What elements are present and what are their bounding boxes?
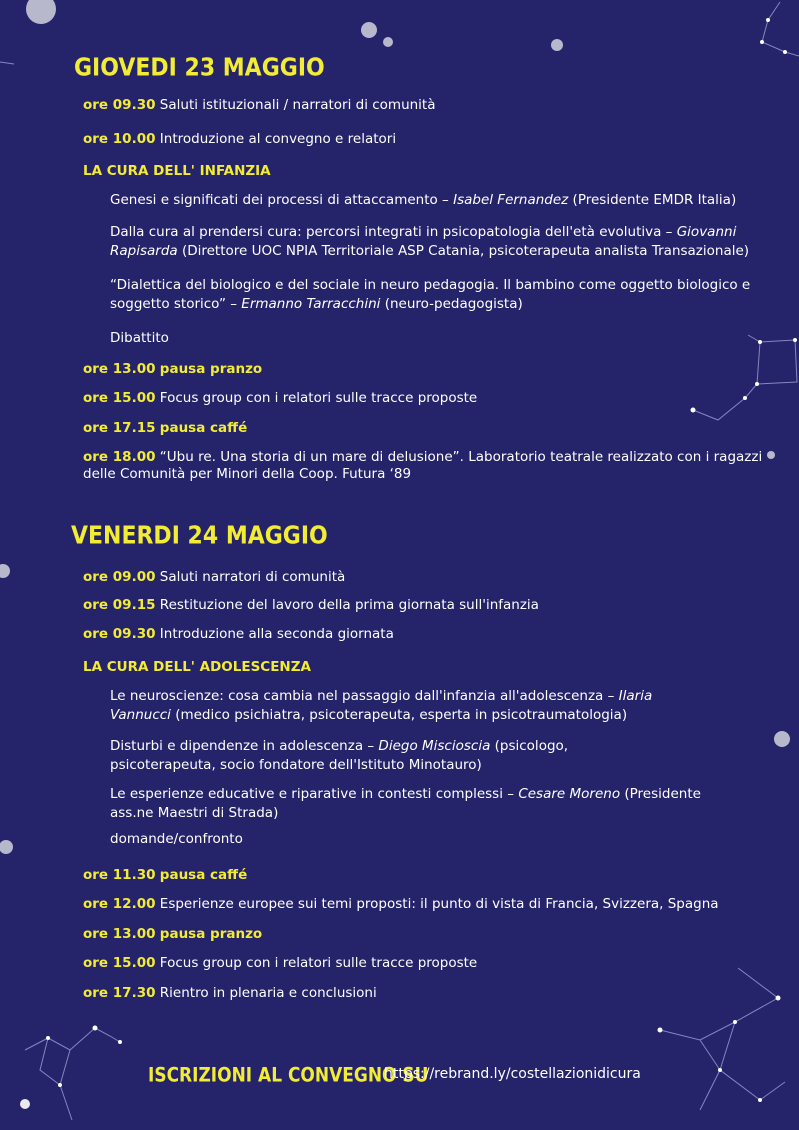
star-icon <box>46 1036 50 1040</box>
schedule-text: Esperienze europee sui temi proposti: il punto di vista di Francia, Svizzera, Spagna <box>159 896 719 912</box>
talk-title: Le esperienze educative e riparative in contesti complessi – <box>110 786 519 802</box>
day-title: GIOVEDI 23 MAGGIO <box>74 54 325 82</box>
break-label: pausa pranzo <box>159 926 263 942</box>
constellation-icon <box>693 340 797 420</box>
talk-item <box>110 830 243 849</box>
schedule-time: ore 09.30 <box>83 97 156 113</box>
schedule-text: Focus group con i relatori sulle tracce proposte <box>159 390 478 406</box>
schedule-text: Saluti narratori di comunità <box>159 569 346 585</box>
star-icon <box>658 1028 663 1033</box>
talk-affiliation: (Direttore UOC NPIA Territoriale ASP Catania, psicoterapeuta analista Transazionale) <box>177 243 750 259</box>
constellation-icon <box>40 1038 72 1120</box>
constellation-icon <box>0 62 14 64</box>
talk-speaker: Giovanni Rapisarda <box>110 224 737 259</box>
star-icon <box>755 382 759 386</box>
break-label: pausa pranzo <box>159 361 263 377</box>
schedule-row <box>83 626 394 643</box>
schedule-time: ore 18.00 <box>83 449 156 465</box>
star-icon <box>793 338 797 342</box>
schedule-row <box>83 390 477 407</box>
schedule-time: ore 15.00 <box>83 955 156 971</box>
talk-item <box>110 687 695 725</box>
star-icon <box>58 1083 62 1087</box>
star-icon <box>93 1026 98 1031</box>
talk-affiliation: (neuro-pedagogista) <box>380 296 523 312</box>
star-icon <box>743 396 747 400</box>
talk-title: Dalla cura al prendersi cura: percorsi integrati in psicopatologia dell'età evolutiva – <box>110 224 677 240</box>
star-icon <box>0 840 13 854</box>
star-icon <box>776 996 781 1001</box>
star-icon <box>383 37 393 47</box>
schedule-time: ore 15.00 <box>83 390 156 406</box>
talk-affiliation: (psicologo, psicoterapeuta, socio fondatore dell'Istituto Minotauro) <box>110 738 569 773</box>
talk-title: Dibattito <box>110 330 169 346</box>
schedule-text: Restituzione del lavoro della prima giornata sull'infanzia <box>159 597 539 613</box>
constellation-icon <box>700 1040 720 1110</box>
talk-item <box>110 785 730 823</box>
talk-speaker: Cesare Moreno <box>518 786 621 802</box>
schedule-row <box>83 361 262 378</box>
talk-speaker: Ermanno Tarracchini <box>241 296 381 312</box>
star-icon <box>733 1020 737 1024</box>
star-icon <box>0 564 10 578</box>
talk-title: Genesi e significati dei processi di attaccamento – <box>110 192 454 208</box>
registration-link[interactable]: https://rebrand.ly/costellazionidicura <box>384 1066 641 1082</box>
star-icon <box>118 1040 122 1044</box>
talk-title: Le neuroscienze: cosa cambia nel passaggio dall'infanzia all'adolescenza – <box>110 688 619 704</box>
star-icon <box>766 18 770 22</box>
talk-affiliation: (Presidente EMDR Italia) <box>568 192 737 208</box>
constellation-icon <box>60 1050 70 1085</box>
star-icon <box>361 22 377 38</box>
constellation-icon <box>25 1028 120 1050</box>
schedule-row <box>83 896 719 913</box>
talk-title: “Dialettica del biologico e del sociale in neuro pedagogia. Il bambino come oggetto biologico e soggetto storico” – <box>110 277 751 312</box>
schedule-row <box>83 97 436 114</box>
schedule-row <box>83 449 773 483</box>
schedule-row <box>83 569 345 586</box>
schedule-time: ore 13.00 <box>83 926 156 942</box>
schedule-row <box>83 955 477 972</box>
talk-speaker: Ilaria Vannucci <box>110 688 653 723</box>
schedule-time: ore 09.30 <box>83 626 156 642</box>
schedule-row <box>83 985 377 1002</box>
schedule-time: ore 10.00 <box>83 131 156 147</box>
section-heading: LA CURA DELL' ADOLESCENZA <box>83 659 311 675</box>
schedule-time: ore 13.00 <box>83 361 156 377</box>
schedule-text: “Ubu re. Una storia di un mare di delusione”. Laboratorio teatrale realizzato con i ragazzi delle Comunità per Minori della Coop. Futura ‘89 <box>83 449 763 482</box>
talk-item <box>110 223 780 261</box>
schedule-row <box>83 867 247 884</box>
talk-speaker: Isabel Fernandez <box>453 192 569 208</box>
day-title: VENERDI 24 MAGGIO <box>71 522 328 550</box>
star-icon <box>758 340 762 344</box>
star-icon <box>20 1099 30 1109</box>
talk-title: domande/confronto <box>110 831 243 847</box>
talk-speaker: Diego Miscioscia <box>378 738 491 754</box>
schedule-time: ore 17.30 <box>83 985 156 1001</box>
talk-item <box>110 276 790 314</box>
constellation-icon <box>748 335 760 342</box>
schedule-row <box>83 926 262 943</box>
schedule-text: Introduzione al convegno e relatori <box>159 131 397 147</box>
constellation-icon <box>762 2 799 56</box>
schedule-time: ore 11.30 <box>83 867 156 883</box>
star-icon <box>760 40 764 44</box>
star-icon <box>783 50 787 54</box>
schedule-text: Introduzione alla seconda giornata <box>159 626 394 642</box>
star-icon <box>718 1068 722 1072</box>
break-label: pausa caffé <box>159 420 248 436</box>
talk-affiliation: (Presidente ass.ne Maestri di Strada) <box>110 786 701 821</box>
section-heading: LA CURA DELL' INFANZIA <box>83 163 271 179</box>
schedule-row <box>83 131 396 148</box>
constellation-icon <box>660 968 778 1040</box>
schedule-time: ore 09.15 <box>83 597 156 613</box>
schedule-text: Focus group con i relatori sulle tracce proposte <box>159 955 478 971</box>
registration-label: ISCRIZIONI AL CONVEGNO SU <box>148 1064 429 1087</box>
star-icon <box>758 1098 762 1102</box>
break-label: pausa caffé <box>159 867 248 883</box>
schedule-text: Saluti istituzionali / narratori di comunità <box>159 97 436 113</box>
constellation-icon <box>720 1022 785 1100</box>
star-icon <box>26 0 56 24</box>
talk-affiliation: (medico psichiatra, psicoterapeuta, esperta in psicotraumatologia) <box>170 707 628 723</box>
talk-item <box>110 737 600 775</box>
schedule-time: ore 17.15 <box>83 420 156 436</box>
star-icon <box>691 408 696 413</box>
schedule-text: Rientro in plenaria e conclusioni <box>159 985 377 1001</box>
schedule-time: ore 09.00 <box>83 569 156 585</box>
schedule-row <box>83 420 247 437</box>
schedule-row <box>83 597 539 614</box>
star-icon <box>551 39 563 51</box>
talk-item <box>110 191 790 210</box>
star-icon <box>774 731 790 747</box>
talk-item <box>110 329 169 348</box>
talk-title: Disturbi e dipendenze in adolescenza – <box>110 738 379 754</box>
schedule-time: ore 12.00 <box>83 896 156 912</box>
